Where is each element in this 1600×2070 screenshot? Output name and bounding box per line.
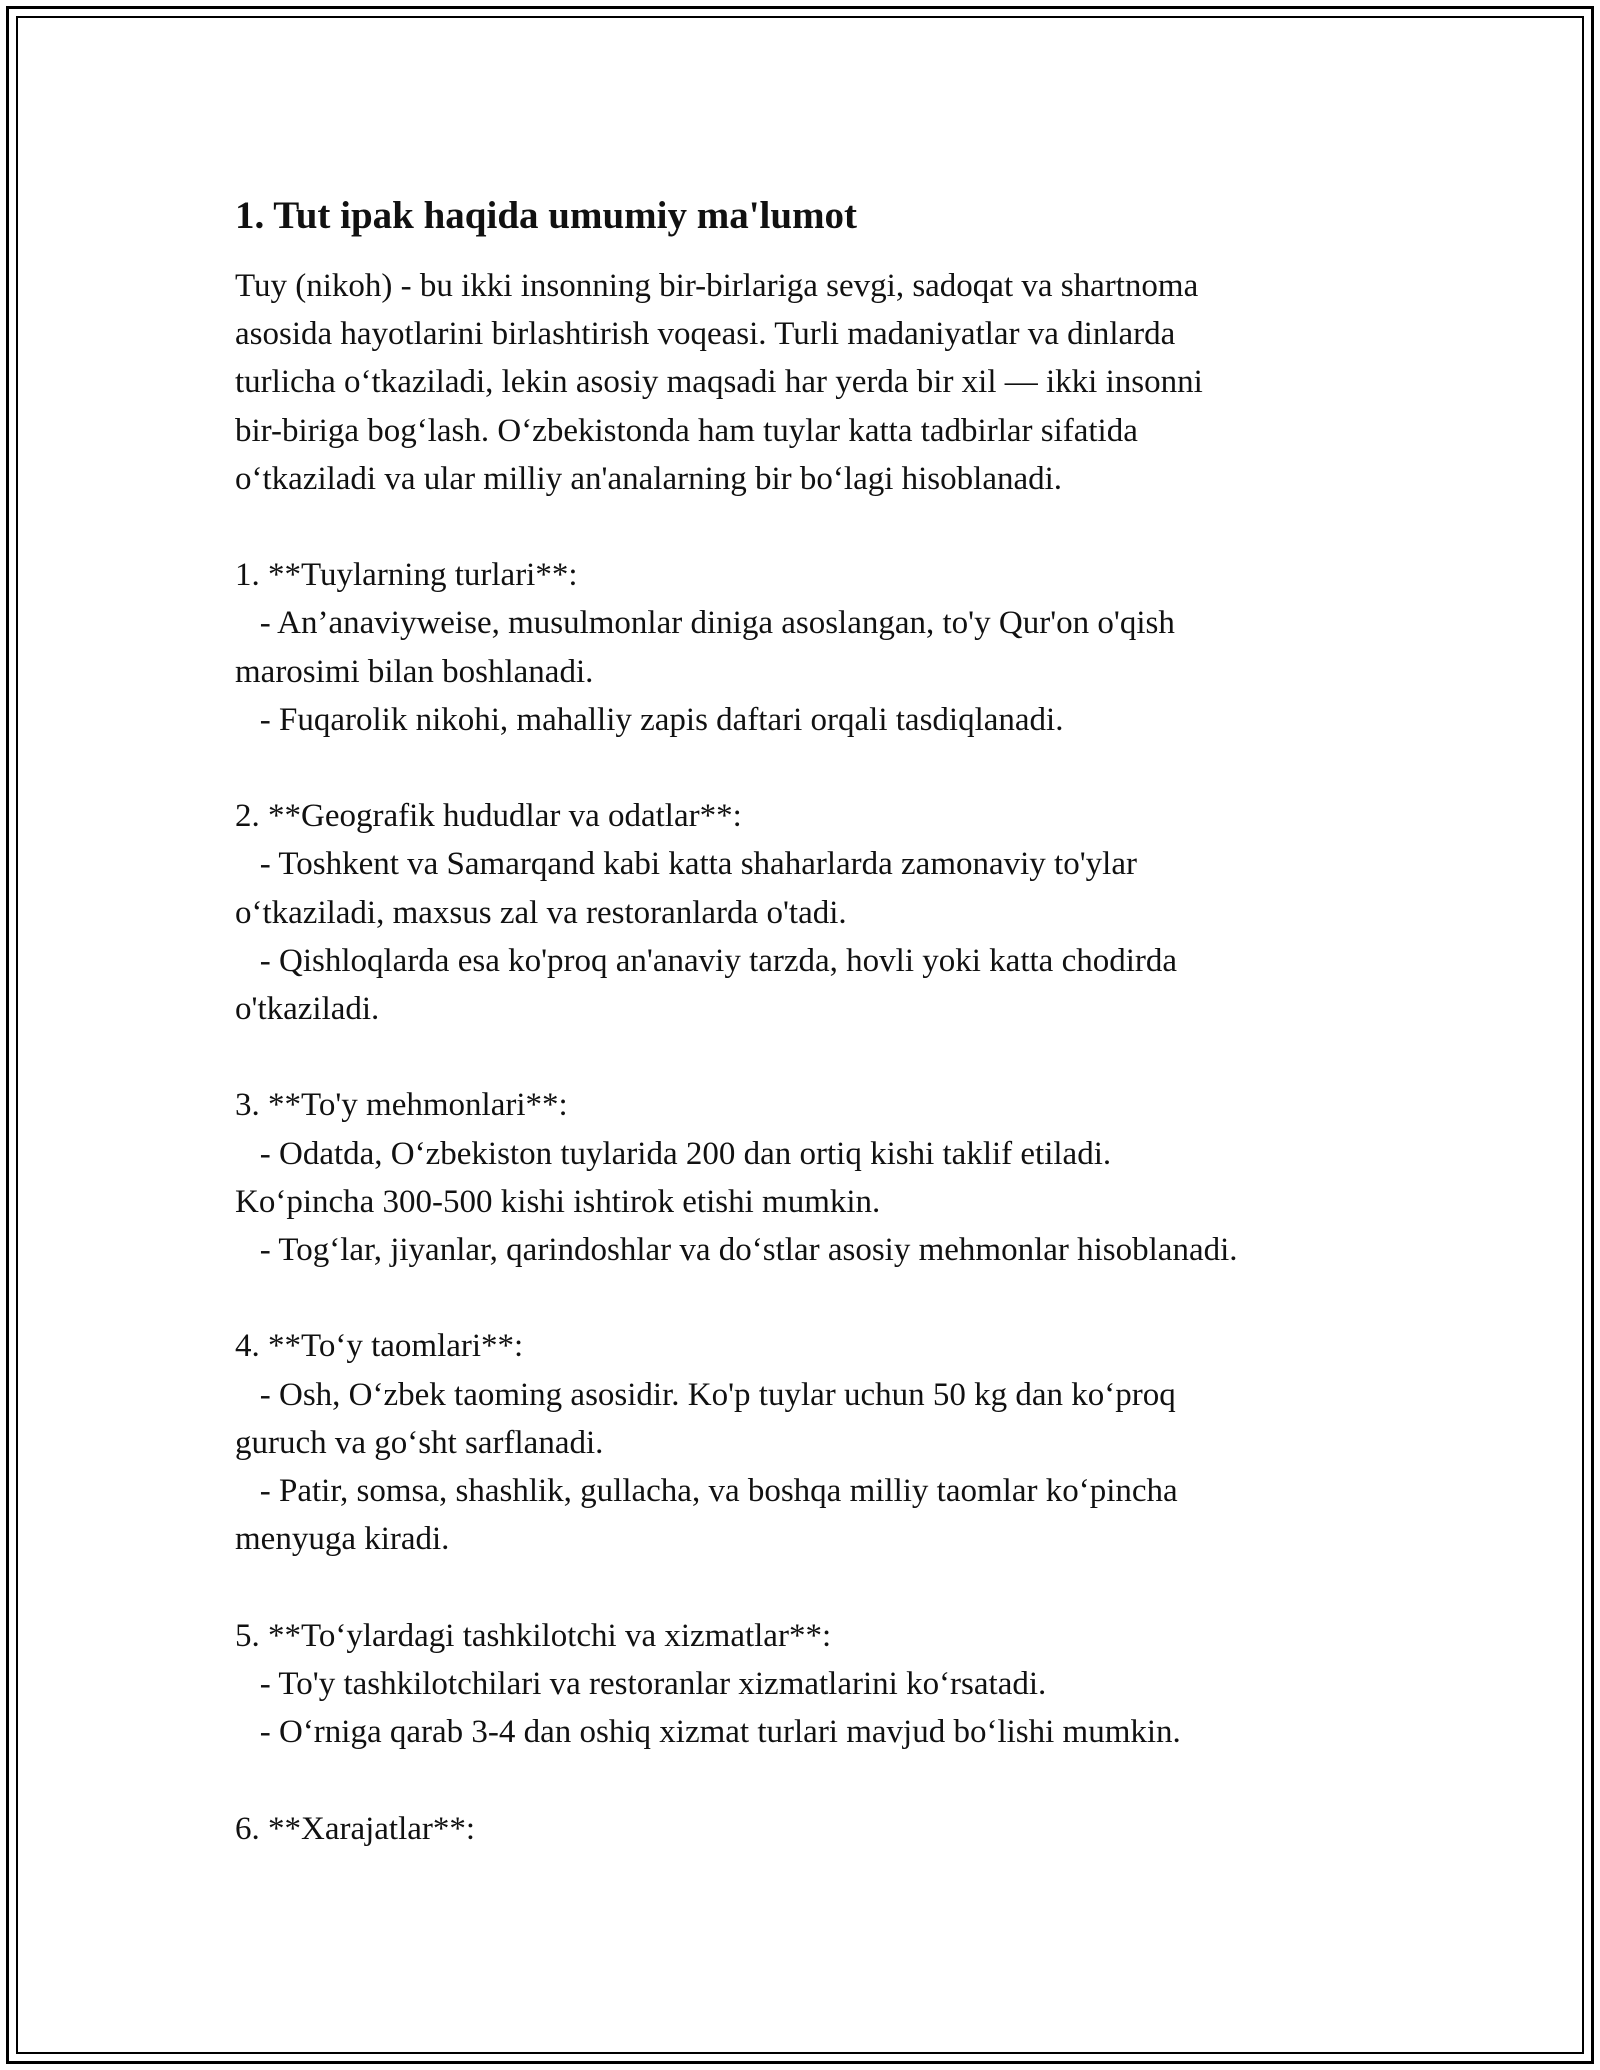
document-body-text: Tuy (nikoh) - bu ikki insonning bir-birlariga sevgi, sadoqat va shartnoma asosida hayotlarini birlashtirish voqeasi. Turli madaniyatlar va dinlarda turlicha o‘tkaziladi, lekin asosiy maqsadi har yerda bir xil — ikki insonni bir-biriga bog‘lash. O‘zbekistonda ham tuylar katta tadbirlar sifatida o‘tkaziladi va ular milliy an'analarning bir bo‘lagi hisoblanadi. 1. **Tuylarning turlari**: - An’anaviyweise, musulmonlar diniga asoslangan, to'y Qur'on o'qish marosimi bilan boshlanadi. - Fuqarolik nikohi, mahalliy zapis daftari orqali tasdiqlanadi. 2. **Geografik hududlar va odatlar**: - Toshkent va Samarqand kabi katta shaharlarda zamonaviy to'ylar o‘tkaziladi, maxsus zal va restoranlarda o'tadi. - Qishloqlarda esa ko'proq an'anaviy tarzda, hovli yoki katta chodirda o'tkaziladi. 3. **To'y mehmonlari**: - Odatda, O‘zbekiston tuylarida 200 dan ortiq kishi taklif etiladi. Ko‘pincha 300-500 kishi ishtirok etishi mumkin. - Tog‘lar, jiyanlar, qarindoshlar va do‘stlar asosiy mehmonlar hisoblanadi. 4. **To‘y taomlari**: - Osh, O‘zbek taoming asosidir. Ko'p tuylar uchun 50 kg dan ko‘proq guruch va go‘sht sarflanadi. - Patir, somsa, shashlik, gullacha, va boshqa milliy taomlar ko‘pincha menyuga kiradi. 5. **To‘ylardagi tashkilotchi va xizmatlar**: - To'y tashkilotchilari va restoranlar xizmatlarini ko‘rsatadi. - O‘rniga qarab 3-4 dan oshiq xizmat turlari mavjud bo‘lishi mumkin. 6. **Xarajatlar**:: [235, 268, 1238, 1847]
document-heading: 1. Tut ipak haqida umumiy ma'lumot: [235, 194, 858, 237]
document-content: [235, 186, 1395, 1853]
